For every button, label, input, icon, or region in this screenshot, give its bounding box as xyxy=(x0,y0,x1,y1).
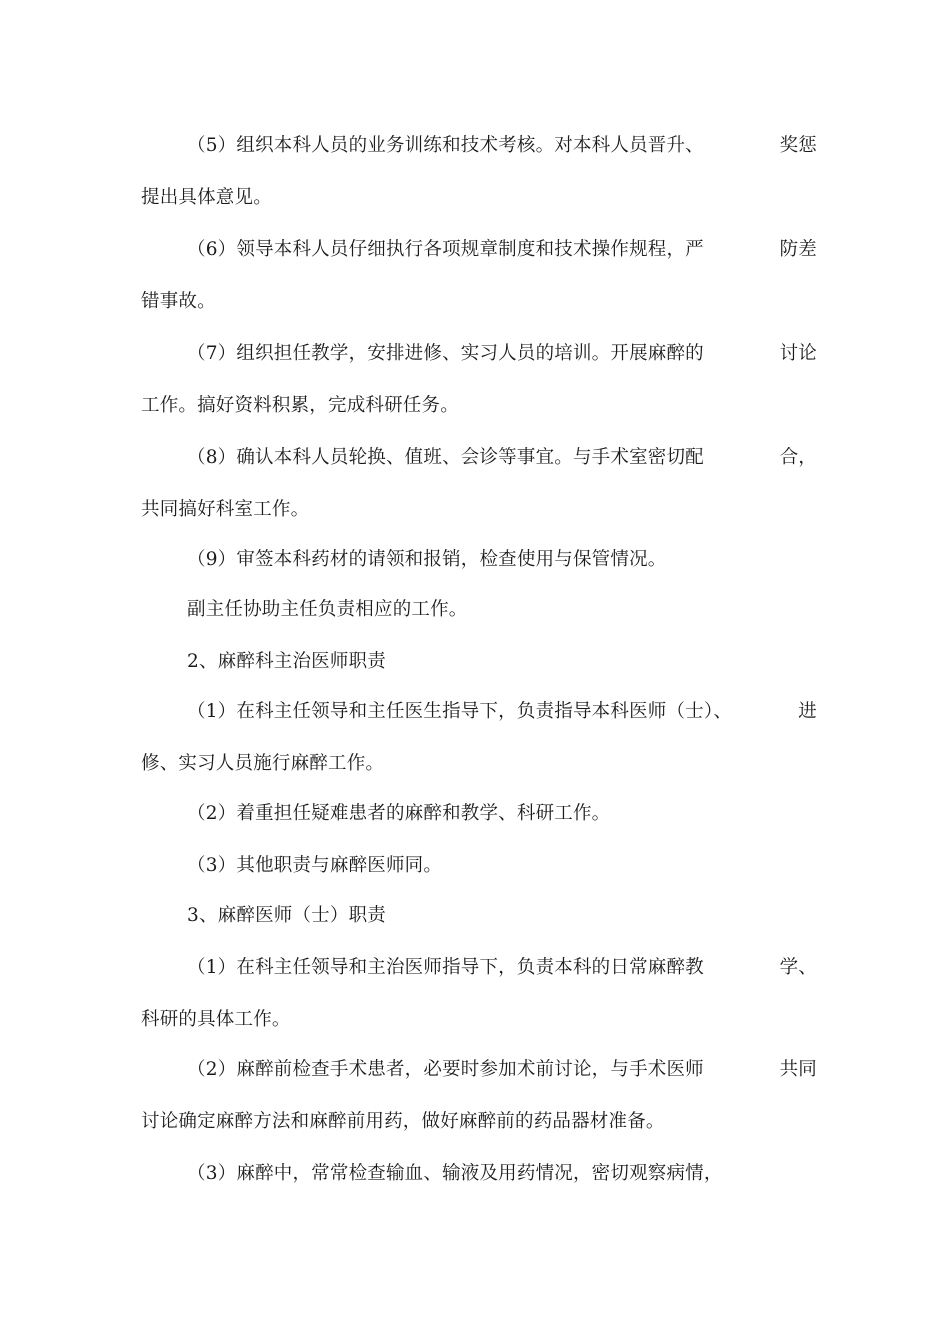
paragraph-line: 共同搞好科室工作。 xyxy=(141,499,310,520)
paragraph-line: （8）确认本科人员轮换、值班、会诊等事宜。与手术室密切配 合， xyxy=(187,447,817,468)
paragraph-line: （3）麻醉中，常常检查输血、输液及用药情况，密切观察病情， xyxy=(187,1163,723,1184)
paragraph-line: （3）其他职责与麻醉医师同。 xyxy=(187,855,443,876)
paragraph-line: （9）审签本科药材的请领和报销，检查使用与保管情况。 xyxy=(187,549,667,570)
paragraph-line: （5）组织本科人员的业务训练和技术考核。对本科人员晋升、 奖惩 xyxy=(187,135,817,156)
paragraph-line: （2）麻醉前检查手术患者，必要时参加术前讨论，与手术医师 共同 xyxy=(187,1059,817,1080)
paragraph-line: （1）在科主任领导和主治医师指导下，负责本科的日常麻醉教 学、 xyxy=(187,957,817,978)
paragraph-line: （2）着重担任疑难患者的麻醉和教学、科研工作。 xyxy=(187,803,611,824)
paragraph-line: 科研的具体工作。 xyxy=(141,1009,291,1030)
paragraph-line: （6）领导本科人员仔细执行各项规章制度和技术操作规程，严 防差 xyxy=(187,239,817,260)
section-heading: 2、麻醉科主治医师职责 xyxy=(187,651,386,672)
section-heading: 3、麻醉医师（士）职责 xyxy=(187,905,386,926)
paragraph-line: （1）在科主任领导和主任医生指导下，负责指导本科医师（士）、 进 xyxy=(187,701,817,722)
paragraph-line: 讨论确定麻醉方法和麻醉前用药，做好麻醉前的药品器材准备。 xyxy=(141,1111,665,1132)
paragraph-line: 修、实习人员施行麻醉工作。 xyxy=(141,753,385,774)
paragraph-line: 错事故。 xyxy=(141,291,216,312)
paragraph-line: 工作。搞好资料积累，完成科研任务。 xyxy=(141,395,459,416)
paragraph-line: （7）组织担任教学，安排进修、实习人员的培训。开展麻醉的 讨论 xyxy=(187,343,817,364)
paragraph-line: 副主任协助主任负责相应的工作。 xyxy=(187,599,468,620)
paragraph-line: 提出具体意见。 xyxy=(141,187,272,208)
